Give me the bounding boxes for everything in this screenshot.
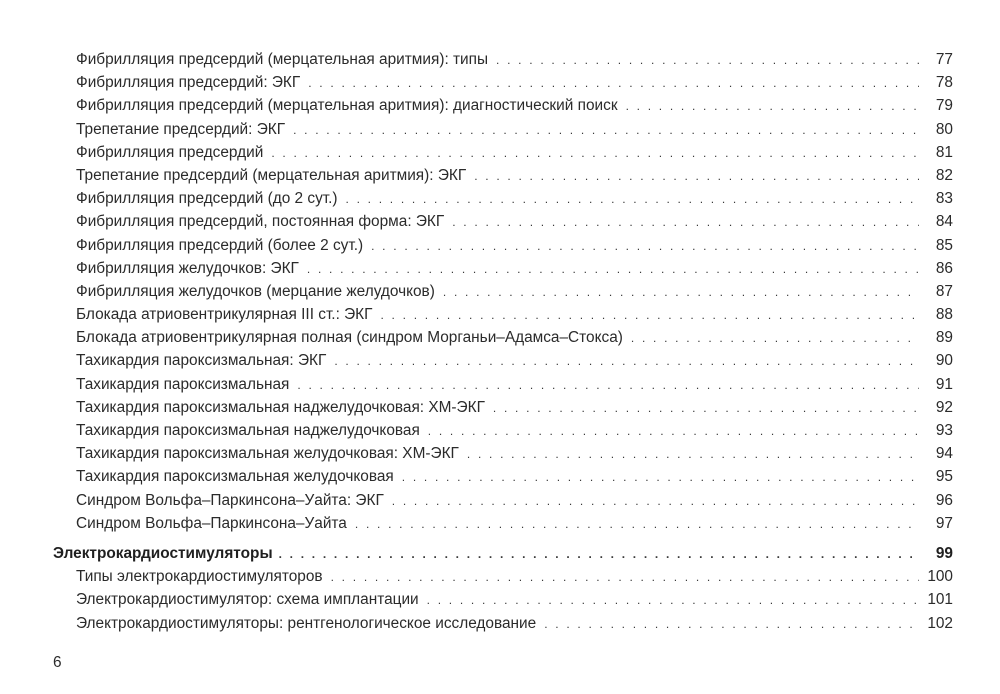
toc-entry-page: 85	[935, 236, 953, 254]
toc-entry-page: 82	[935, 166, 953, 184]
toc-leader-dots	[346, 188, 919, 211]
toc-entry[interactable]	[53, 565, 953, 588]
toc-leader-dots	[467, 443, 919, 466]
toc-entry[interactable]	[53, 612, 953, 635]
toc-entry[interactable]	[53, 94, 953, 117]
toc-entry-title: Синдром Вольфа–Паркинсона–Уайта	[76, 514, 347, 532]
toc-leader-dots	[493, 397, 919, 420]
toc-leader-dots	[279, 543, 919, 566]
toc-leader-dots	[392, 490, 919, 513]
toc-entry-title: Тахикардия пароксизмальная наджелудочковая: ХМ-ЭКГ	[76, 398, 485, 416]
toc-entry[interactable]	[53, 187, 953, 210]
toc-entry[interactable]	[53, 234, 953, 257]
toc-entry-page: 87	[935, 282, 953, 300]
toc-entries-group	[53, 48, 953, 535]
toc-entry-page: 86	[935, 259, 953, 277]
toc-leader-dots	[428, 420, 919, 443]
toc-entry[interactable]	[53, 326, 953, 349]
toc-entry[interactable]	[53, 349, 953, 372]
toc-leader-dots	[452, 211, 919, 234]
toc-entry-page: 96	[935, 491, 953, 509]
toc-leader-dots	[380, 304, 919, 327]
toc-leader-dots	[308, 72, 919, 95]
toc-entry-title: Тахикардия пароксизмальная желудочковая: ХМ-ЭКГ	[76, 445, 459, 463]
toc-subentries-group	[53, 565, 953, 635]
toc-entry-page: 84	[935, 213, 953, 231]
toc-entry-title: Электрокардиостимуляторы: рентгенологическое исследование	[76, 614, 537, 632]
toc-entry-title: Фибрилляция предсердий (более 2 сут.)	[76, 236, 364, 254]
toc-section-title: Электрокардиостимуляторы	[53, 544, 273, 562]
toc-entry-title: Фибрилляция желудочков: ЭКГ	[76, 259, 299, 277]
toc-entry-title: Электрокардиостимулятор: схема имплантации	[76, 591, 419, 609]
toc-leader-dots	[334, 350, 919, 373]
toc-leader-dots	[631, 327, 919, 350]
toc-entry-title: Фибрилляция предсердий (мерцательная аритмия): диагностический поиск	[76, 97, 618, 115]
toc-entry[interactable]	[53, 48, 953, 71]
toc-entry-title: Фибрилляция предсердий (до 2 сут.)	[76, 190, 338, 208]
table-of-contents	[53, 48, 953, 635]
toc-entry-page: 100	[927, 568, 953, 586]
toc-entry-page: 78	[935, 74, 953, 92]
toc-entry[interactable]	[53, 512, 953, 535]
toc-entry-page: 77	[935, 51, 953, 68]
toc-entry-page: 80	[935, 120, 953, 138]
toc-leader-dots	[427, 589, 919, 612]
toc-entry-page: 93	[935, 422, 953, 439]
toc-entry[interactable]	[53, 419, 953, 442]
toc-leader-dots	[371, 235, 919, 258]
toc-entry-title: Синдром Вольфа–Паркинсона–Уайта: ЭКГ	[76, 491, 384, 509]
toc-leader-dots	[496, 49, 919, 72]
toc-entry-title: Типы электрокардиостимуляторов	[76, 568, 323, 586]
toc-entry[interactable]	[53, 257, 953, 280]
toc-entry-title: Блокада атриовентрикулярная III ст.: ЭКГ	[76, 306, 373, 324]
toc-leader-dots	[402, 466, 919, 489]
toc-section-heading[interactable]	[53, 542, 953, 565]
toc-entry-title: Тахикардия пароксизмальная: ЭКГ	[76, 352, 327, 370]
toc-entry[interactable]	[53, 71, 953, 94]
toc-entry-page: 101	[927, 591, 953, 609]
toc-entry[interactable]	[53, 588, 953, 611]
toc-entry[interactable]	[53, 465, 953, 488]
toc-section-page: 99	[935, 544, 953, 562]
toc-entry-page: 94	[935, 445, 953, 463]
toc-entry-page: 91	[935, 375, 953, 393]
toc-entry-page: 90	[935, 352, 953, 370]
toc-entry-title: Фибрилляция предсердий, постоянная форма: ЭКГ	[76, 213, 445, 231]
toc-leader-dots	[626, 95, 919, 118]
toc-entry-title: Фибрилляция предсердий	[76, 143, 264, 161]
toc-entry-title: Трепетание предсердий: ЭКГ	[76, 120, 286, 138]
toc-entry-page: 88	[935, 306, 953, 324]
toc-entry-title: Тахикардия пароксизмальная наджелудочковая	[76, 422, 420, 439]
toc-leader-dots	[271, 142, 919, 165]
toc-leader-dots	[443, 281, 919, 304]
toc-leader-dots	[474, 165, 919, 188]
toc-entry[interactable]	[53, 489, 953, 512]
toc-entry-page: 92	[935, 398, 953, 416]
toc-leader-dots	[297, 374, 919, 397]
toc-entry[interactable]	[53, 164, 953, 187]
toc-leader-dots	[293, 119, 919, 142]
toc-entry-title: Фибрилляция предсердий: ЭКГ	[76, 74, 301, 92]
toc-entry[interactable]	[53, 373, 953, 396]
toc-entry[interactable]	[53, 141, 953, 164]
toc-entry-page: 83	[935, 190, 953, 208]
toc-entry[interactable]	[53, 210, 953, 233]
toc-entry-title: Трепетание предсердий (мерцательная аритмия): ЭКГ	[76, 166, 467, 184]
toc-leader-dots	[355, 513, 919, 536]
toc-leader-dots	[307, 258, 919, 281]
toc-entry-title: Фибрилляция желудочков (мерцание желудочков)	[76, 282, 435, 300]
toc-entry-page: 81	[935, 143, 953, 161]
toc-entry[interactable]	[53, 396, 953, 419]
toc-entry-page: 95	[935, 468, 953, 486]
toc-entry-page: 79	[935, 97, 953, 115]
toc-entry[interactable]	[53, 280, 953, 303]
toc-leader-dots	[544, 613, 919, 636]
toc-entry-title: Тахикардия пароксизмальная желудочковая	[76, 468, 394, 486]
toc-entry-page: 89	[935, 329, 953, 347]
toc-leader-dots	[331, 566, 919, 589]
toc-entry-title: Блокада атриовентрикулярная полная (синдром Морганьи–Адамса–Стокса)	[76, 329, 623, 347]
toc-entry[interactable]	[53, 303, 953, 326]
page-number: 6	[53, 654, 62, 671]
toc-entry[interactable]	[53, 118, 953, 141]
toc-entry[interactable]	[53, 442, 953, 465]
toc-entry-page: 102	[927, 614, 953, 632]
toc-entry-title: Тахикардия пароксизмальная	[76, 375, 290, 393]
toc-entry-title: Фибрилляция предсердий (мерцательная аритмия): типы	[76, 51, 489, 68]
toc-entry-page: 97	[935, 514, 953, 532]
